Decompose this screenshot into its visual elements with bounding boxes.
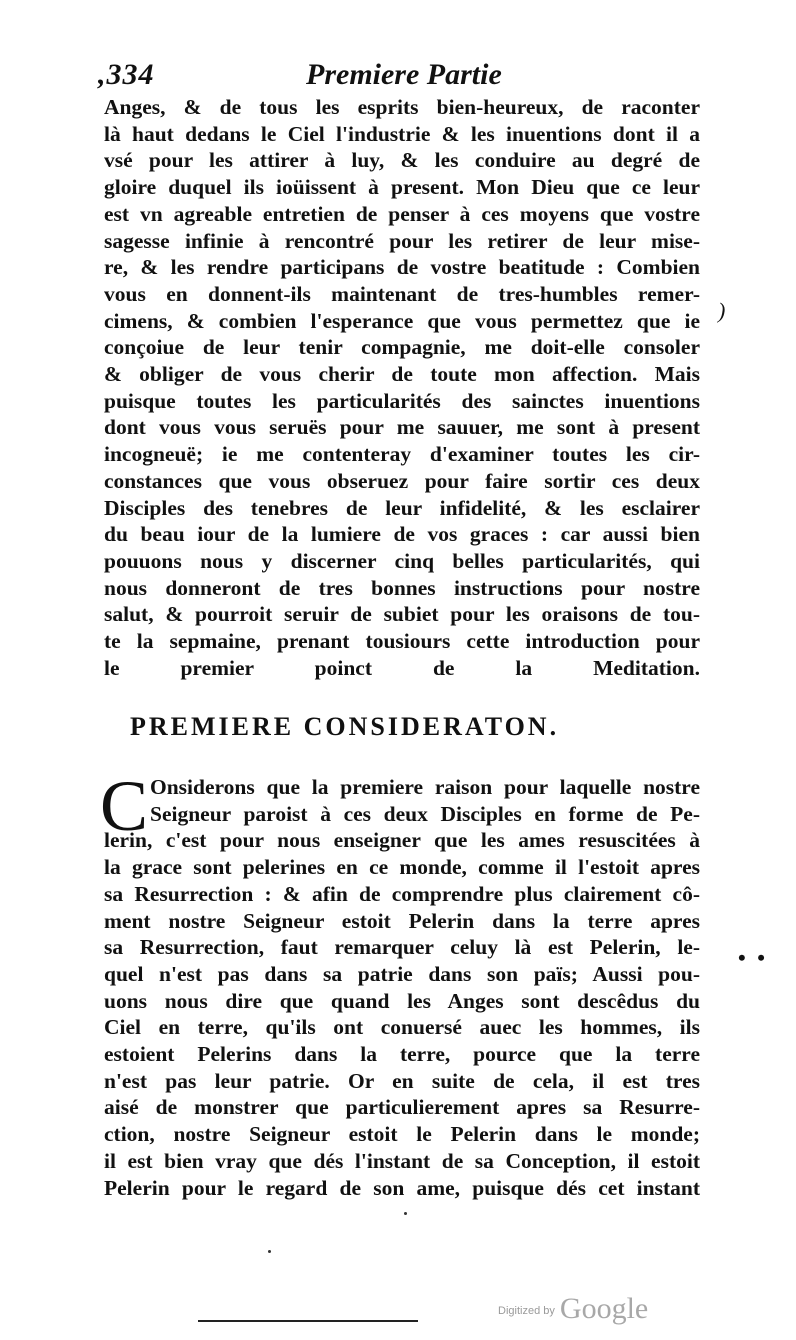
text-line: Disciples des tenebres de leur infidelité, & les esclairer xyxy=(104,495,700,520)
text-line: Ciel en terre, qu'ils ont conuersé auec les hommes, ils xyxy=(104,1015,700,1040)
text-line: gloire duquel ils ioüissent à present. Mon Dieu que ce leur xyxy=(104,175,700,200)
text-line: re, & les rendre participans de vostre beatitude : Combien xyxy=(104,255,700,280)
text-line: lerin, c'est pour nous enseigner que les ames resuscitées à xyxy=(104,828,700,853)
text-line: conçoiue de leur tenir compagnie, me doit-elle consoler xyxy=(104,335,700,360)
text-line: il est bien vray que dés l'instant de sa Conception, il estoit xyxy=(104,1148,700,1173)
paragraph-continuation xyxy=(104,94,700,681)
margin-mark: ) xyxy=(718,298,726,323)
text-line: est vn agreable entretien de penser à ces moyens que vostre xyxy=(104,201,700,226)
text-line: Anges, & de tous les esprits bien-heureux, de raconter xyxy=(104,95,700,119)
ink-speck xyxy=(404,1212,407,1215)
text-line: pouuons nous y discerner cinq belles particularités, qui xyxy=(104,548,700,573)
section-heading: PREMIERE CONSIDERATON. xyxy=(130,712,560,741)
page-number: ,334 xyxy=(98,58,155,91)
text-line: quel n'est pas dans sa patrie dans son païs; Aussi pou- xyxy=(104,961,700,986)
text-line: nous donneront de tres bonnes instructions pour nostre xyxy=(104,575,700,600)
margin-dots: • • xyxy=(738,945,768,970)
text-line: Seigneur paroist à ces deux Disciples en forme de Pe- xyxy=(150,801,700,826)
text-line: sagesse infinie à rencontré pour les retirer de leur mise- xyxy=(104,228,700,253)
text-line: incogneuë; ie me contenteray d'examiner toutes les cir- xyxy=(104,442,700,467)
drop-cap: C xyxy=(100,766,149,846)
ink-speck xyxy=(268,1250,271,1253)
footer-rule xyxy=(198,1320,418,1322)
paragraph-consideration xyxy=(100,766,700,1201)
google-watermark xyxy=(498,1288,649,1325)
text-line: puisque toutes les particularités des sainctes inuentions xyxy=(104,388,700,413)
text-line: uons nous dire que quand les Anges sont descêdus du xyxy=(104,988,700,1013)
text-line: cimens, & combien l'esperance que vous permettez que ie xyxy=(104,308,700,333)
running-head: Premiere Partie xyxy=(306,58,502,91)
text-line: le premier poinct de la Meditation. xyxy=(104,655,700,680)
text-line: & obliger de vous cherir de toute mon affection. Mais xyxy=(104,362,700,387)
text-line: la grace sont pelerines en ce monde, comme il l'estoit apres xyxy=(104,855,700,880)
text-line: là haut dedans le Ciel l'industrie & les inuentions dont il a xyxy=(104,121,700,146)
text-line: sa Resurrection : & afin de comprendre plus clairement cô- xyxy=(104,881,700,906)
text-line: ction, nostre Seigneur estoit le Pelerin dans le monde; xyxy=(104,1122,700,1147)
text-line: Onsiderons que la premiere raison pour laquelle nostre xyxy=(150,775,700,799)
text-line: estoient Pelerins dans la terre, pource que la terre xyxy=(104,1042,700,1067)
digitized-by-text: Digitized by xyxy=(498,1305,555,1317)
google-logo-text: Google xyxy=(559,1292,649,1325)
text-line: sa Resurrection, faut remarquer celuy là est Pelerin, le- xyxy=(104,935,700,960)
text-line: te la sepmaine, prenant tousiours cette introduction pour xyxy=(104,629,700,654)
text-line: constances que vous obseruez pour faire sortir ces deux xyxy=(104,468,700,493)
text-line: vous en donnent-ils maintenant de tres-humbles remer- xyxy=(104,281,700,306)
text-line: vsé pour les attirer à luy, & les conduire au degré de xyxy=(104,148,700,173)
text-line: aisé de monstrer que particulierement apres sa Resurre- xyxy=(104,1095,700,1120)
page-header xyxy=(98,58,698,98)
text-line: Pelerin pour le regard de son ame, puisque dés cet instant xyxy=(104,1175,700,1200)
text-line: ment nostre Seigneur estoit Pelerin dans la terre apres xyxy=(104,908,700,933)
text-line: salut, & pourroit seruir de subiet pour les oraisons de tou- xyxy=(104,602,700,627)
text-line: n'est pas leur patrie. Or en suite de cela, il est tres xyxy=(104,1068,700,1093)
text-line: du beau iour de la lumiere de vos graces : car aussi bien xyxy=(104,522,700,547)
text-line: dont vous vous seruës pour me sauuer, me sont à present xyxy=(104,415,700,440)
